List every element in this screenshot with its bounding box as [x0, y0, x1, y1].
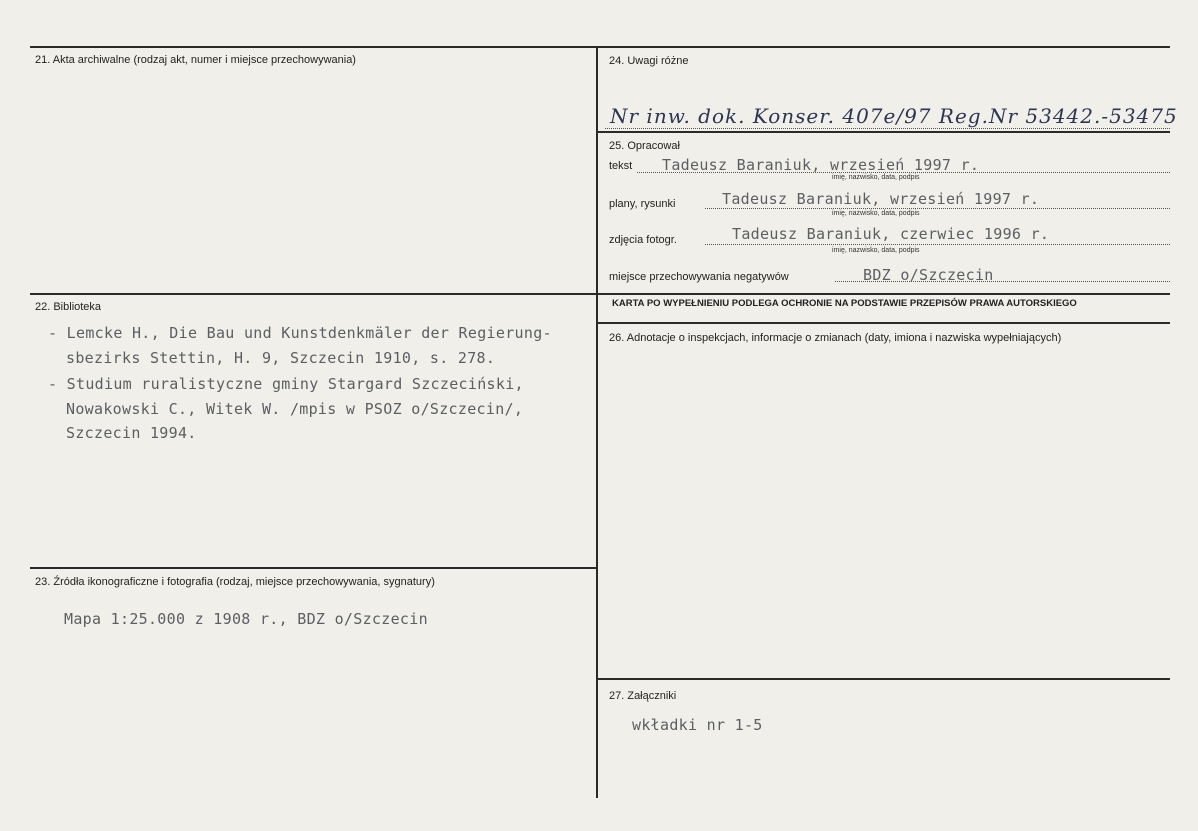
section-21-label: 21. Akta archiwalne (rodzaj akt, numer i miejsce przechowywania) [35, 54, 356, 66]
bib-line-1: - Lemcke H., Die Bau und Kunstdenkmäler der Regierung- [48, 324, 552, 342]
note-dotted-line [605, 128, 1170, 129]
bib-line-3: - Studium ruralistyczne gminy Stargard Szczeciński, [48, 375, 524, 393]
plany-label: plany, rysunki [609, 198, 676, 210]
negatywy-value: BDZ o/Szczecin [863, 266, 994, 284]
left-divider-1 [30, 293, 597, 295]
handwritten-inventory-note: Nr inw. dok. Konser. 407e/97 Reg.Nr 53442.-53475 [610, 104, 1178, 128]
top-border-right [597, 46, 1170, 48]
plany-hint: imię, nazwisko, data, podpis [832, 210, 920, 217]
tekst-hint: imię, nazwisko, data, podpis [832, 174, 920, 181]
right-divider-2 [597, 293, 1170, 295]
plany-dotted-line [705, 208, 1170, 209]
zdjecia-value: Tadeusz Baraniuk, czerwiec 1996 r. [732, 225, 1050, 243]
vertical-divider [596, 46, 598, 798]
section-22-label: 22. Biblioteka [35, 301, 102, 313]
section-25-label: 25. Opracował [609, 140, 680, 152]
bib-line-4: Nowakowski C., Witek W. /mpis w PSOZ o/Szczecin/, [66, 399, 524, 418]
right-divider-4 [597, 678, 1170, 680]
zdjecia-hint: imię, nazwisko, data, podpis [832, 247, 920, 254]
plany-value: Tadeusz Baraniuk, wrzesień 1997 r. [722, 190, 1040, 208]
zdjecia-label: zdjęcia fotogr. [609, 234, 677, 246]
bib-line-2: sbezirks Stettin, H. 9, Szczecin 1910, s. 278. [66, 348, 496, 367]
bibliography-entry-2 [48, 372, 524, 446]
attachments-value: wkładki nr 1-5 [632, 716, 763, 734]
right-divider-3 [597, 322, 1170, 324]
left-divider-2 [30, 567, 597, 569]
section-24-label: 24. Uwagi różne [609, 55, 689, 67]
tekst-label: tekst [609, 160, 633, 172]
section-26-label: 26. Adnotacje o inspekcjach, informacje o zmianach (daty, imiona i nazwiska wypełniających) [609, 332, 1062, 344]
bib-line-5: Szczecin 1994. [66, 424, 197, 442]
right-divider-1 [597, 131, 1170, 133]
copyright-notice: KARTA PO WYPEŁNIENIU PODLEGA OCHRONIE NA PODSTAWIE PRZEPISÓW PRAWA AUTORSKIEGO [612, 298, 1077, 309]
section-23-label: 23. Źródła ikonograficzne i fotografia (rodzaj, miejsce przechowywania, sygnatury) [35, 576, 435, 588]
top-border-left [30, 46, 597, 48]
negatywy-label: miejsce przechowywania negatywów [609, 271, 789, 283]
bibliography-entry-1 [48, 321, 552, 370]
tekst-value: Tadeusz Baraniuk, wrzesień 1997 r. [662, 156, 980, 174]
iconography-value: Mapa 1:25.000 z 1908 r., BDZ o/Szczecin [64, 610, 428, 628]
section-27-label: 27. Załączniki [609, 690, 677, 702]
zdjecia-dotted-line [705, 244, 1170, 245]
